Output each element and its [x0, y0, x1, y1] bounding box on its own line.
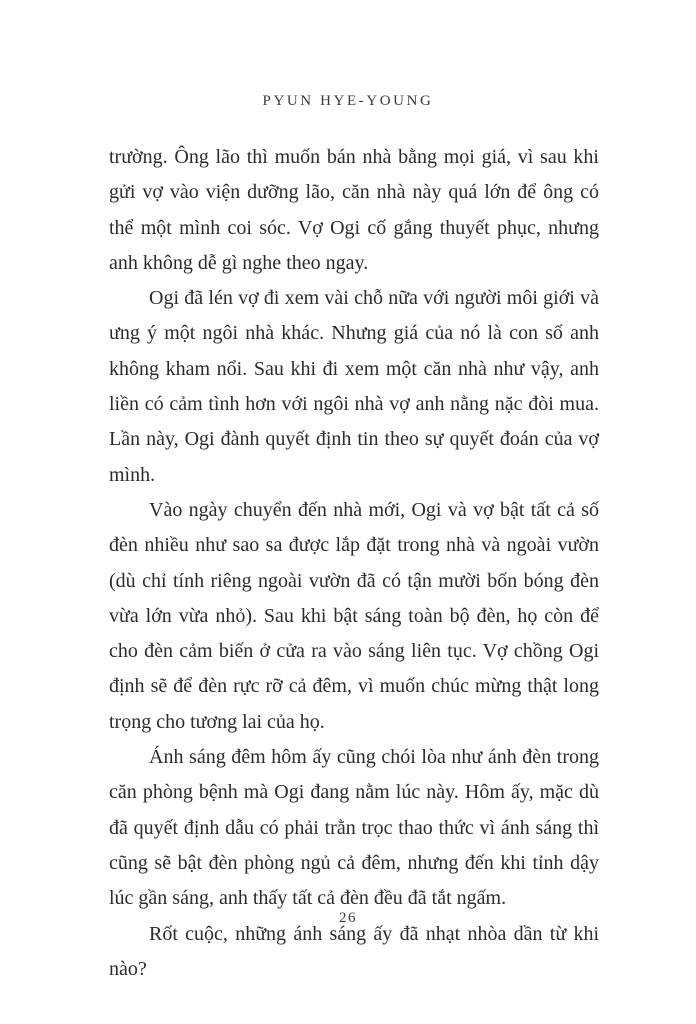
page-number: 26	[339, 910, 357, 926]
paragraph: Vào ngày chuyển đến nhà mới, Ogi và vợ bật tất cả số đèn nhiều như sao sa được lắp đặt trong nhà và ngoài vườn (dù chỉ tính riêng ngoài vườn đã có tận mười bốn bóng đèn vừa lớn vừa nhỏ). Sau khi bật sáng toàn bộ đèn, họ còn để cho đèn cảm biến ở cửa ra vào sáng liên tục. Vợ chồng Ogi định sẽ để đèn rực rỡ cả đêm, vì muốn chúc mừng thật long trọng cho tương lai của họ.	[109, 498, 599, 733]
paragraph: Ogi đã lén vợ đi xem vài chỗ nữa với người môi giới và ưng ý một ngôi nhà khác. Nhưng giá của nó là con số anh không kham nổi. Sau khi đi xem một căn nhà như vậy, anh liền có cảm tình hơn với ngôi nhà vợ anh nằng nặc đòi mua. Lần này, Ogi đành quyết định tin theo sự quyết đoán của vợ mình.	[109, 287, 599, 486]
running-head-author: PYUN HYE-YOUNG	[262, 93, 434, 109]
body-text	[109, 140, 599, 987]
paragraph: Rốt cuộc, những ánh sáng ấy đã nhạt nhòa dần từ khi nào?	[109, 922, 599, 980]
paragraph-continued: trường. Ông lão thì muốn bán nhà bằng mọi giá, vì sau khi gửi vợ vào viện dưỡng lão, căn nhà này quá lớn để ông có thể một mình coi sóc. Vợ Ogi cố gắng thuyết phục, nhưng anh không dễ gì nghe theo ngay.	[109, 146, 599, 274]
paragraph: Ánh sáng đêm hôm ấy cũng chói lòa như ánh đèn trong căn phòng bệnh mà Ogi đang nằm lúc này. Hôm ấy, mặc dù đã quyết định dẫu có phải trằn trọc thao thức vì ánh sáng thì cũng sẽ bật đèn phòng ngủ cả đêm, nhưng đến khi tỉnh dậy lúc gần sáng, anh thấy tất cả đèn đều đã tắt ngấm.	[109, 746, 599, 910]
